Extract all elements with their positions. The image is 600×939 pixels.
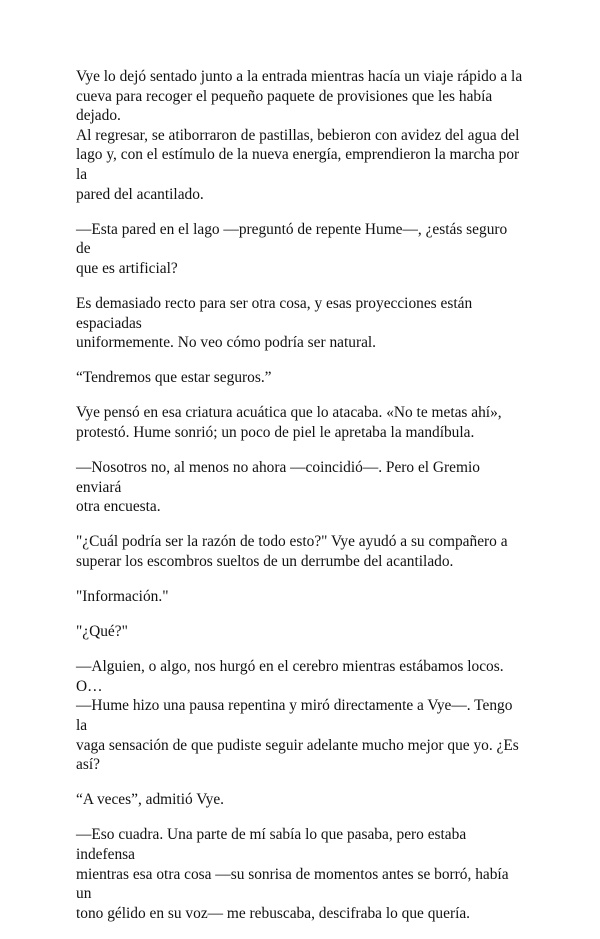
paragraph: Es demasiado recto para ser otra cosa, y esas proyecciones están espaciadas uniformemente. No veo cómo podría ser natural. xyxy=(76,294,473,352)
paragraph: "¿Qué?" xyxy=(76,623,128,641)
paragraph: Vye pensó en esa criatura acuática que lo atacaba. «No te metas ahí», protestó. Hume sonrió; un poco de piel le apretaba la mandíbula. xyxy=(76,404,502,441)
paragraph: —Eso cuadra. Una parte de mí sabía lo que pasaba, pero estaba indefensa mientras esa otra cosa —su sonrisa de momentos antes se borró, había un tono gélido en su voz— me rebuscaba, descifraba lo que quería. xyxy=(76,826,509,922)
document-page xyxy=(76,67,524,939)
paragraph: —Alguien, o algo, nos hurgó en el cerebro mientras estábamos locos. O… —Hume hizo una pausa repentina y miró directamente a Vye—. Tengo la vaga sensación de que pudiste seguir adelante mucho mejor que yo. ¿Es así? xyxy=(76,658,519,774)
paragraph: —Nosotros no, al menos no ahora —coincidió—. Pero el Gremio enviará otra encuesta. xyxy=(76,459,480,516)
paragraph: Vye lo dejó sentado junto a la entrada mientras hacía un viaje rápido a la cueva para recoger el pequeño paquete de provisiones que les había dejado. Al regresar, se atiborraron de pastillas, bebieron con avidez del agua del lago y, con el estímulo de la nueva energía, emprendieron la marcha por la pared del acantilado. xyxy=(76,68,523,203)
paragraph: —Esta pared en el lago —preguntó de repente Hume—, ¿estás seguro de que es artificial? xyxy=(76,220,508,277)
paragraph: “A veces”, admitió Vye. xyxy=(76,791,225,809)
paragraph: “Tendremos que estar seguros.” xyxy=(76,369,272,387)
paragraph: "Información." xyxy=(76,587,169,605)
paragraph: "¿Cuál podría ser la razón de todo esto?" Vye ayudó a su compañero a superar los escombros sueltos de un derrumbe del acantilado. xyxy=(76,533,508,570)
